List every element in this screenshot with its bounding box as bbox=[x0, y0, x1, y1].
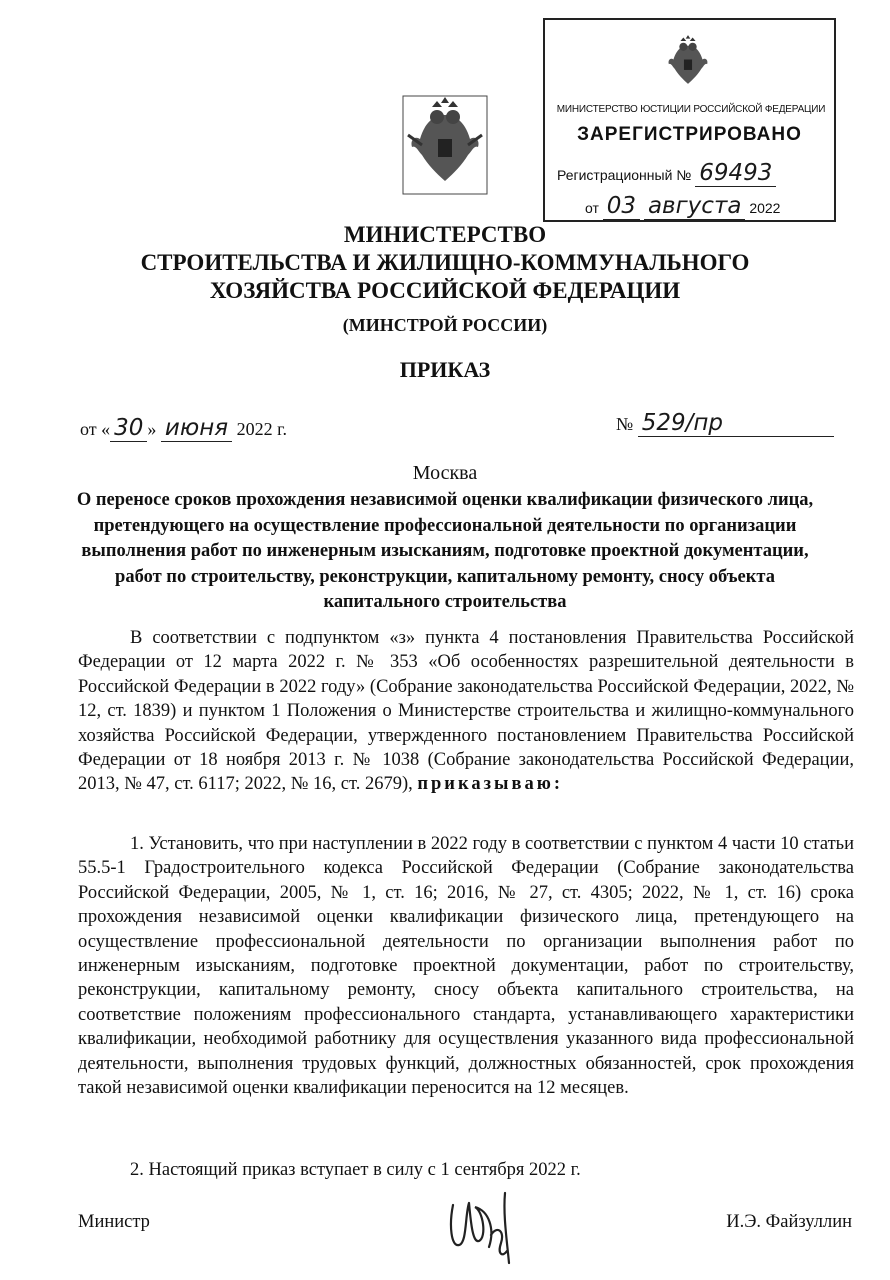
ministry-title bbox=[0, 221, 890, 305]
ministry-line-1: МИНИСТЕРСТВО bbox=[343, 222, 547, 247]
preamble-order-word: приказываю: bbox=[417, 774, 564, 795]
order-date-prefix: от « bbox=[80, 419, 111, 439]
order-subject: О переносе сроков прохождения независимой оценки квалификации физического лица, претендующего на осуществление профессиональной деятельности по организации выполнения работ по инженерным изысканиям, подготовке проектной документации, работ по строительству, реконструкции, капитальному ремонту, сносу объекта капитального строительства bbox=[76, 490, 814, 612]
stamp-ministry: МИНИСТЕРСТВО ЮСТИЦИИ РОССИЙСКОЙ ФЕДЕРАЦИИ bbox=[556, 104, 826, 115]
stamp-registered: ЗАРЕГИСТРИРОВАНО bbox=[577, 124, 802, 145]
order-date-day: 30 bbox=[110, 415, 147, 442]
coat-of-arms-icon bbox=[663, 34, 713, 92]
order-date-month: июня bbox=[161, 415, 232, 442]
order-date-mid: » bbox=[147, 419, 157, 439]
order-date-year: 2022 г. bbox=[236, 419, 287, 439]
order-number-value: 529/пр bbox=[641, 410, 723, 436]
signer-name: И.Э. Файзуллин bbox=[726, 1212, 852, 1232]
coat-of-arms-icon bbox=[402, 95, 488, 195]
stamp-date-month: августа bbox=[644, 193, 745, 220]
stamp-date-day: 03 bbox=[603, 193, 640, 220]
ministry-short-name: (МИНСТРОЙ РОССИИ) bbox=[342, 315, 548, 335]
order-number bbox=[616, 410, 834, 437]
stamp-date-line bbox=[585, 193, 780, 219]
order-date bbox=[80, 415, 287, 441]
order-number-label: № bbox=[616, 414, 634, 434]
stamp-date-year: 2022 bbox=[749, 200, 781, 216]
preamble bbox=[78, 626, 854, 797]
item-2: 2. Настоящий приказ вступает в силу с 1 сентября 2022 г. bbox=[130, 1160, 581, 1180]
ministry-line-2: СТРОИТЕЛЬСТВА И ЖИЛИЩНО-КОММУНАЛЬНОГО bbox=[140, 250, 750, 275]
signer-title: Министр bbox=[78, 1212, 150, 1232]
signature bbox=[445, 1185, 515, 1270]
preamble-text: В соответствии с подпунктом «з» пункта 4 постановления Правительства Российской Федерации от 12 марта 2022 г. № 353 «Об особенностях разрешительной деятельности в Российской Федерации в 2022 году» (Собрание законодательства Российской Федерации, 2022, № 12, ст. 1839) и пунктом 1 Положения о Министерстве строительства и жилищно-коммунального хозяйства Российской Федерации, утвержденного постановлением Правительства Российской Федерации от 18 ноября 2013 г. № 1038 (Собрание законодательства Российской Федерации, 2013, № 47, ст. 6117; 2022, № 16, ст. 2679), bbox=[78, 628, 854, 795]
stamp-reg-line bbox=[557, 160, 776, 186]
stamp-reg-number: 69493 bbox=[695, 160, 776, 187]
registration-stamp bbox=[543, 18, 836, 222]
item-1: 1. Установить, что при наступлении в 2022 году в соответствии с пунктом 4 части 10 статьи 55.5-1 Градостроительного кодекса Российской Федерации (Собрание законодательства Российской Федерации, 2005, № 1, ст. 16; 2016, № 27, ст. 4305; 2022, № 1, ст. 16) срока прохождения независимой оценки квалификации физического лица, претендующего на осуществление профессиональной деятельности по организации выполнения работ по инженерным изысканиям, подготовке проектной документации, работ по строительству, реконструкции, капитальному ремонту, сносу объекта капитального строительства, на соответствие положениям профессионального стандарта, устанавливающего характеристики квалификации, необходимой работнику для осуществления указанного вида профессиональной деятельности, выполнения трудовых функций, должностных обязанностей, срок прохождения такой независимой оценки квалификации переносится на 12 месяцев. bbox=[78, 834, 854, 1099]
stamp-reg-label: Регистрационный № bbox=[557, 167, 692, 183]
stamp-date-prefix: от bbox=[585, 200, 599, 216]
city: Москва bbox=[412, 462, 478, 484]
ministry-line-3: ХОЗЯЙСТВА РОССИЙСКОЙ ФЕДЕРАЦИИ bbox=[209, 278, 681, 303]
doc-type: ПРИКАЗ bbox=[399, 357, 491, 382]
